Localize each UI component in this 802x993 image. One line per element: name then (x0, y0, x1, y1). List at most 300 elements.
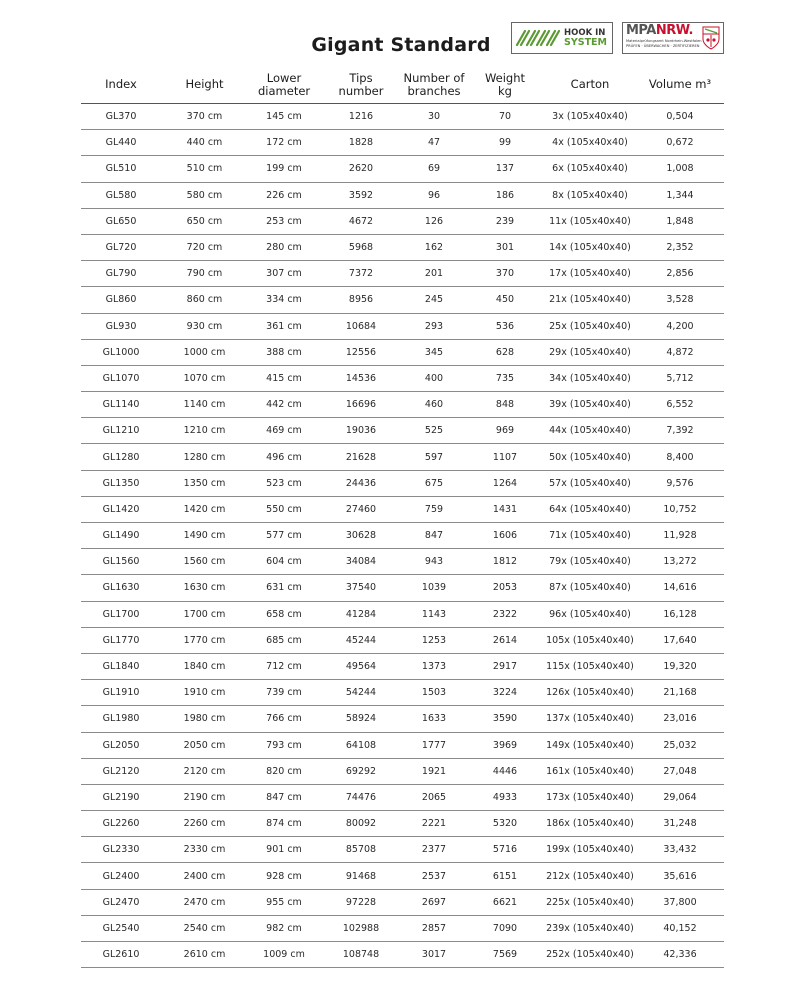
cell-branches: 2857 (402, 915, 466, 941)
cell-volume: 37,800 (636, 889, 724, 915)
cell-carton: 126x (105x40x40) (544, 680, 636, 706)
cell-height: 2120 cm (161, 758, 248, 784)
cell-lower-diameter: 955 cm (248, 889, 320, 915)
cell-tips-number: 108748 (320, 942, 402, 968)
table-row (81, 339, 724, 365)
cell-carton: 239x (105x40x40) (544, 915, 636, 941)
cell-branches: 162 (402, 234, 466, 260)
cell-index: GL720 (81, 234, 161, 260)
table-row (81, 811, 724, 837)
cell-volume: 33,432 (636, 837, 724, 863)
cell-tips-number: 91468 (320, 863, 402, 889)
cell-carton: 34x (105x40x40) (544, 365, 636, 391)
header-weight (466, 66, 544, 104)
cell-tips-number: 85708 (320, 837, 402, 863)
cell-lower-diameter: 874 cm (248, 811, 320, 837)
cell-branches: 525 (402, 418, 466, 444)
cell-branches: 201 (402, 261, 466, 287)
table-row (81, 523, 724, 549)
cell-tips-number: 8956 (320, 287, 402, 313)
cell-index: GL580 (81, 182, 161, 208)
cell-height: 860 cm (161, 287, 248, 313)
cell-carton: 96x (105x40x40) (544, 601, 636, 627)
table-row (81, 287, 724, 313)
cell-volume: 19,320 (636, 653, 724, 679)
cell-index: GL790 (81, 261, 161, 287)
cell-height: 720 cm (161, 234, 248, 260)
cell-volume: 1,344 (636, 182, 724, 208)
cell-weight: 536 (466, 313, 544, 339)
cell-index: GL2400 (81, 863, 161, 889)
cell-volume: 6,552 (636, 392, 724, 418)
cell-lower-diameter: 820 cm (248, 758, 320, 784)
cell-height: 1630 cm (161, 575, 248, 601)
table-row (81, 496, 724, 522)
cell-lower-diameter: 388 cm (248, 339, 320, 365)
cell-height: 1070 cm (161, 365, 248, 391)
cell-volume: 31,248 (636, 811, 724, 837)
table-row (81, 784, 724, 810)
cell-index: GL1700 (81, 601, 161, 627)
table-row (81, 549, 724, 575)
cell-lower-diameter: 361 cm (248, 313, 320, 339)
cell-weight: 3969 (466, 732, 544, 758)
cell-branches: 759 (402, 496, 466, 522)
cell-index: GL1840 (81, 653, 161, 679)
cell-index: GL2050 (81, 732, 161, 758)
header-lower-diameter-text: Lower diameter (258, 70, 311, 98)
table-body (81, 104, 724, 968)
cell-height: 2610 cm (161, 942, 248, 968)
cell-volume: 27,048 (636, 758, 724, 784)
cell-lower-diameter: 523 cm (248, 470, 320, 496)
cell-volume: 13,272 (636, 549, 724, 575)
cell-volume: 42,336 (636, 942, 724, 968)
header-number-of-branches (402, 66, 466, 104)
cell-height: 1980 cm (161, 706, 248, 732)
cell-volume: 1,008 (636, 156, 724, 182)
cell-tips-number: 12556 (320, 339, 402, 365)
cell-branches: 69 (402, 156, 466, 182)
cell-index: GL510 (81, 156, 161, 182)
cell-tips-number: 102988 (320, 915, 402, 941)
cell-branches: 1253 (402, 627, 466, 653)
table-row (81, 261, 724, 287)
cell-branches: 943 (402, 549, 466, 575)
cell-weight: 2614 (466, 627, 544, 653)
cell-branches: 1373 (402, 653, 466, 679)
cell-height: 930 cm (161, 313, 248, 339)
cell-lower-diameter: 550 cm (248, 496, 320, 522)
cell-tips-number: 97228 (320, 889, 402, 915)
cell-lower-diameter: 712 cm (248, 653, 320, 679)
cell-carton: 64x (105x40x40) (544, 496, 636, 522)
cell-index: GL1350 (81, 470, 161, 496)
table-header-row (81, 66, 724, 104)
cell-index: GL860 (81, 287, 161, 313)
table-row (81, 601, 724, 627)
cell-tips-number: 24436 (320, 470, 402, 496)
cell-index: GL2330 (81, 837, 161, 863)
cell-lower-diameter: 604 cm (248, 549, 320, 575)
cell-carton: 149x (105x40x40) (544, 732, 636, 758)
cell-weight: 7090 (466, 915, 544, 941)
cell-height: 2330 cm (161, 837, 248, 863)
mpa-logo-part1: MPA (626, 23, 656, 38)
cell-height: 1770 cm (161, 627, 248, 653)
cell-branches: 1039 (402, 575, 466, 601)
cell-carton: 161x (105x40x40) (544, 758, 636, 784)
cell-weight: 1606 (466, 523, 544, 549)
mpa-logo-subtitle (626, 39, 704, 49)
cell-branches: 1143 (402, 601, 466, 627)
cell-volume: 2,352 (636, 234, 724, 260)
cell-lower-diameter: 685 cm (248, 627, 320, 653)
cell-lower-diameter: 199 cm (248, 156, 320, 182)
header-tips-number (320, 66, 402, 104)
cell-height: 1140 cm (161, 392, 248, 418)
cell-index: GL1910 (81, 680, 161, 706)
cell-carton: 25x (105x40x40) (544, 313, 636, 339)
cell-lower-diameter: 253 cm (248, 208, 320, 234)
cell-carton: 8x (105x40x40) (544, 182, 636, 208)
cell-branches: 597 (402, 444, 466, 470)
cell-carton: 105x (105x40x40) (544, 627, 636, 653)
cell-volume: 4,872 (636, 339, 724, 365)
cell-tips-number: 14536 (320, 365, 402, 391)
cell-carton: 14x (105x40x40) (544, 234, 636, 260)
cell-lower-diameter: 415 cm (248, 365, 320, 391)
cell-branches: 675 (402, 470, 466, 496)
mpa-logo-sub1: Materialprüfungsamt Nordrhein-Westfalen (626, 39, 702, 43)
cell-carton: 3x (105x40x40) (544, 104, 636, 130)
cell-carton: 71x (105x40x40) (544, 523, 636, 549)
cell-carton: 6x (105x40x40) (544, 156, 636, 182)
cell-tips-number: 10684 (320, 313, 402, 339)
cell-volume: 7,392 (636, 418, 724, 444)
cell-carton: 186x (105x40x40) (544, 811, 636, 837)
table-row (81, 208, 724, 234)
table-row (81, 653, 724, 679)
cell-weight: 70 (466, 104, 544, 130)
product-table (81, 66, 724, 968)
cell-index: GL1490 (81, 523, 161, 549)
cell-lower-diameter: 496 cm (248, 444, 320, 470)
cell-tips-number: 4672 (320, 208, 402, 234)
cell-index: GL1070 (81, 365, 161, 391)
cell-volume: 16,128 (636, 601, 724, 627)
cell-index: GL1210 (81, 418, 161, 444)
page-title: Gigant Standard (311, 34, 491, 56)
cell-weight: 186 (466, 182, 544, 208)
cell-carton: 29x (105x40x40) (544, 339, 636, 365)
table-row (81, 392, 724, 418)
cell-weight: 5320 (466, 811, 544, 837)
cell-height: 370 cm (161, 104, 248, 130)
cell-lower-diameter: 766 cm (248, 706, 320, 732)
cell-index: GL2610 (81, 942, 161, 968)
cell-branches: 245 (402, 287, 466, 313)
cell-tips-number: 2620 (320, 156, 402, 182)
cell-lower-diameter: 739 cm (248, 680, 320, 706)
cell-index: GL2540 (81, 915, 161, 941)
cell-weight: 99 (466, 130, 544, 156)
cell-tips-number: 41284 (320, 601, 402, 627)
table-row (81, 182, 724, 208)
hook-logo-line2: SYSTEM (564, 37, 607, 48)
cell-tips-number: 7372 (320, 261, 402, 287)
cell-volume: 8,400 (636, 444, 724, 470)
cell-volume: 2,856 (636, 261, 724, 287)
cell-index: GL2190 (81, 784, 161, 810)
cell-tips-number: 74476 (320, 784, 402, 810)
cell-height: 580 cm (161, 182, 248, 208)
cell-height: 790 cm (161, 261, 248, 287)
cell-tips-number: 30628 (320, 523, 402, 549)
cell-tips-number: 21628 (320, 444, 402, 470)
cell-volume: 29,064 (636, 784, 724, 810)
table-row (81, 915, 724, 941)
header-tips-number-text: Tips number (338, 70, 384, 98)
cell-weight: 6621 (466, 889, 544, 915)
header-volume: Volume m³ (636, 66, 724, 104)
cell-carton: 21x (105x40x40) (544, 287, 636, 313)
cell-weight: 301 (466, 234, 544, 260)
table-row (81, 706, 724, 732)
cell-volume: 14,616 (636, 575, 724, 601)
cell-tips-number: 49564 (320, 653, 402, 679)
cell-index: GL930 (81, 313, 161, 339)
header-lower-diameter (248, 66, 320, 104)
cell-index: GL1140 (81, 392, 161, 418)
table-row (81, 234, 724, 260)
cell-tips-number: 37540 (320, 575, 402, 601)
coat-of-arms-icon (702, 26, 720, 50)
table-row (81, 470, 724, 496)
cell-volume: 1,848 (636, 208, 724, 234)
table-row (81, 758, 724, 784)
cell-height: 1840 cm (161, 653, 248, 679)
cell-lower-diameter: 631 cm (248, 575, 320, 601)
table-row (81, 627, 724, 653)
cell-branches: 400 (402, 365, 466, 391)
mpa-logo-text (626, 24, 693, 38)
cell-weight: 969 (466, 418, 544, 444)
cell-volume: 17,640 (636, 627, 724, 653)
cell-volume: 21,168 (636, 680, 724, 706)
cell-lower-diameter: 280 cm (248, 234, 320, 260)
cell-tips-number: 45244 (320, 627, 402, 653)
table-row (81, 732, 724, 758)
mpa-logo-part2: NRW. (655, 23, 693, 38)
cell-volume: 11,928 (636, 523, 724, 549)
cell-index: GL1980 (81, 706, 161, 732)
cell-branches: 1921 (402, 758, 466, 784)
cell-weight: 1107 (466, 444, 544, 470)
cell-weight: 628 (466, 339, 544, 365)
table-row (81, 418, 724, 444)
cell-volume: 25,032 (636, 732, 724, 758)
cell-height: 510 cm (161, 156, 248, 182)
cell-volume: 4,200 (636, 313, 724, 339)
cell-branches: 2221 (402, 811, 466, 837)
cell-tips-number: 64108 (320, 732, 402, 758)
table-row (81, 942, 724, 968)
cell-index: GL1630 (81, 575, 161, 601)
cell-branches: 460 (402, 392, 466, 418)
header-carton: Carton (544, 66, 636, 104)
hook-chevrons-icon (515, 27, 563, 49)
table-row (81, 444, 724, 470)
cell-weight: 1812 (466, 549, 544, 575)
cell-lower-diameter: 226 cm (248, 182, 320, 208)
cell-height: 440 cm (161, 130, 248, 156)
cell-weight: 735 (466, 365, 544, 391)
cell-carton: 173x (105x40x40) (544, 784, 636, 810)
cell-carton: 11x (105x40x40) (544, 208, 636, 234)
cell-carton: 199x (105x40x40) (544, 837, 636, 863)
cell-carton: 50x (105x40x40) (544, 444, 636, 470)
table-row (81, 156, 724, 182)
cell-weight: 4446 (466, 758, 544, 784)
cell-branches: 2537 (402, 863, 466, 889)
header-index: Index (81, 66, 161, 104)
cell-volume: 10,752 (636, 496, 724, 522)
cell-height: 650 cm (161, 208, 248, 234)
cell-lower-diameter: 793 cm (248, 732, 320, 758)
cell-height: 1910 cm (161, 680, 248, 706)
hook-logo-line1: HOOK IN (564, 28, 606, 38)
table-row (81, 313, 724, 339)
cell-weight: 5716 (466, 837, 544, 863)
cell-carton: 17x (105x40x40) (544, 261, 636, 287)
cell-index: GL1420 (81, 496, 161, 522)
cell-weight: 848 (466, 392, 544, 418)
mpa-nrw-logo (622, 22, 724, 54)
cell-index: GL2470 (81, 889, 161, 915)
table-row (81, 863, 724, 889)
cell-lower-diameter: 901 cm (248, 837, 320, 863)
cell-carton: 57x (105x40x40) (544, 470, 636, 496)
cell-lower-diameter: 334 cm (248, 287, 320, 313)
cell-carton: 212x (105x40x40) (544, 863, 636, 889)
cell-volume: 3,528 (636, 287, 724, 313)
cell-lower-diameter: 847 cm (248, 784, 320, 810)
cell-height: 1350 cm (161, 470, 248, 496)
cell-branches: 847 (402, 523, 466, 549)
table-row (81, 575, 724, 601)
header-branches-text: Number of branches (403, 70, 465, 98)
table-row (81, 365, 724, 391)
cell-tips-number: 16696 (320, 392, 402, 418)
cell-weight: 3590 (466, 706, 544, 732)
header-weight-text: Weight kg (484, 70, 526, 98)
cell-carton: 115x (105x40x40) (544, 653, 636, 679)
cell-branches: 47 (402, 130, 466, 156)
cell-volume: 23,016 (636, 706, 724, 732)
cell-branches: 126 (402, 208, 466, 234)
cell-volume: 5,712 (636, 365, 724, 391)
cell-tips-number: 1216 (320, 104, 402, 130)
cell-volume: 35,616 (636, 863, 724, 889)
cell-carton: 252x (105x40x40) (544, 942, 636, 968)
cell-lower-diameter: 1009 cm (248, 942, 320, 968)
cell-index: GL1770 (81, 627, 161, 653)
cell-branches: 293 (402, 313, 466, 339)
cell-branches: 2065 (402, 784, 466, 810)
cell-carton: 79x (105x40x40) (544, 549, 636, 575)
cell-lower-diameter: 982 cm (248, 915, 320, 941)
cell-lower-diameter: 658 cm (248, 601, 320, 627)
product-table-container (81, 66, 724, 968)
cell-weight: 2053 (466, 575, 544, 601)
cell-weight: 6151 (466, 863, 544, 889)
cell-height: 1560 cm (161, 549, 248, 575)
table-row (81, 680, 724, 706)
cell-lower-diameter: 145 cm (248, 104, 320, 130)
cell-lower-diameter: 469 cm (248, 418, 320, 444)
cell-tips-number: 27460 (320, 496, 402, 522)
cell-volume: 40,152 (636, 915, 724, 941)
cell-weight: 3224 (466, 680, 544, 706)
cell-tips-number: 54244 (320, 680, 402, 706)
cell-carton: 87x (105x40x40) (544, 575, 636, 601)
hook-in-system-logo (511, 22, 613, 54)
cell-tips-number: 58924 (320, 706, 402, 732)
cell-weight: 239 (466, 208, 544, 234)
cell-branches: 3017 (402, 942, 466, 968)
cell-lower-diameter: 928 cm (248, 863, 320, 889)
cell-tips-number: 3592 (320, 182, 402, 208)
cell-height: 1420 cm (161, 496, 248, 522)
cell-height: 2050 cm (161, 732, 248, 758)
cell-branches: 1777 (402, 732, 466, 758)
cell-volume: 0,504 (636, 104, 724, 130)
cell-carton: 44x (105x40x40) (544, 418, 636, 444)
cell-weight: 2917 (466, 653, 544, 679)
cell-tips-number: 80092 (320, 811, 402, 837)
cell-branches: 1633 (402, 706, 466, 732)
cell-index: GL650 (81, 208, 161, 234)
cell-tips-number: 5968 (320, 234, 402, 260)
cell-weight: 450 (466, 287, 544, 313)
cell-weight: 7569 (466, 942, 544, 968)
cell-weight: 2322 (466, 601, 544, 627)
cell-height: 2260 cm (161, 811, 248, 837)
cell-height: 1490 cm (161, 523, 248, 549)
cell-lower-diameter: 442 cm (248, 392, 320, 418)
cell-tips-number: 34084 (320, 549, 402, 575)
cell-height: 2190 cm (161, 784, 248, 810)
table-row (81, 130, 724, 156)
cell-height: 1700 cm (161, 601, 248, 627)
cell-height: 1210 cm (161, 418, 248, 444)
cell-index: GL370 (81, 104, 161, 130)
table-row (81, 837, 724, 863)
cell-index: GL2260 (81, 811, 161, 837)
cell-weight: 1264 (466, 470, 544, 496)
cell-height: 1000 cm (161, 339, 248, 365)
cell-carton: 39x (105x40x40) (544, 392, 636, 418)
cell-index: GL2120 (81, 758, 161, 784)
cell-height: 2470 cm (161, 889, 248, 915)
cell-branches: 30 (402, 104, 466, 130)
cell-branches: 96 (402, 182, 466, 208)
cell-volume: 0,672 (636, 130, 724, 156)
cell-height: 2400 cm (161, 863, 248, 889)
cell-tips-number: 1828 (320, 130, 402, 156)
mpa-logo-sub2: PRÜFEN · ÜBERWACHEN · ZERTIFIZIEREN (626, 44, 700, 48)
